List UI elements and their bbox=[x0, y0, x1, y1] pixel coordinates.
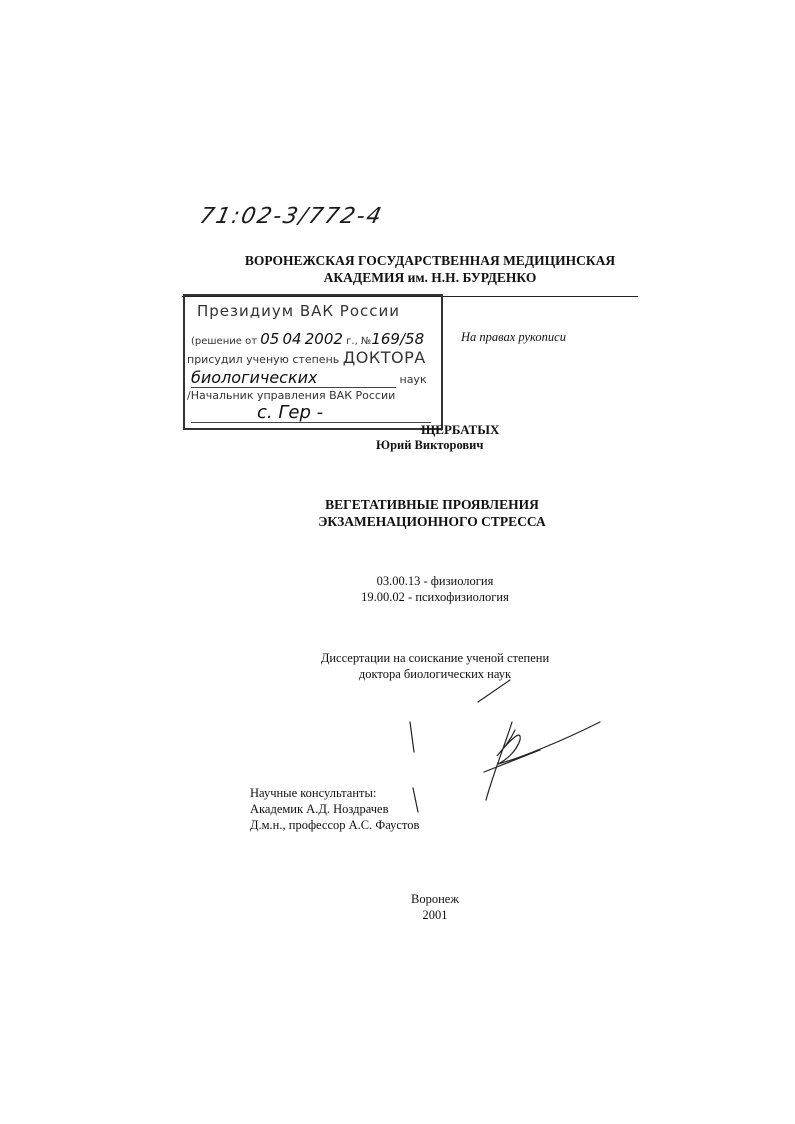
specialty-2: 19.00.02 - психофизиология bbox=[361, 590, 509, 604]
scan-tick-2 bbox=[413, 788, 418, 812]
stamp-decision-prefix: (решение от bbox=[191, 336, 258, 347]
author-signature-mark bbox=[478, 680, 600, 800]
author-given-names: Юрий Викторович bbox=[376, 438, 484, 452]
catalog-number: 71:02-3/772-4 bbox=[197, 204, 386, 229]
consultant-2: Д.м.н., профессор А.С. Фаустов bbox=[250, 818, 420, 832]
stamp-field-value: биологических bbox=[191, 368, 396, 388]
degree-line-1: Диссертации на соискание ученой степени bbox=[320, 651, 550, 665]
title-line-1: ВЕГЕТАТИВНЫЕ ПРОЯВЛЕНИЯ bbox=[325, 497, 539, 512]
year: 2001 bbox=[422, 908, 448, 922]
author-surname: ЩЕРБАТЫХ bbox=[421, 422, 500, 437]
institution-line-1: ВОРОНЕЖСКАЯ ГОСУДАРСТВЕННАЯ МЕДИЦИНСКАЯ bbox=[244, 253, 616, 268]
stamp-title: Президиум ВАК России bbox=[197, 302, 401, 320]
stamp-decision-day: 05 bbox=[260, 330, 280, 348]
stamp-decision-year: 2002 bbox=[304, 330, 343, 348]
stamp-field-suffix: наук bbox=[399, 373, 427, 386]
stamp-degree-text: присудил ученую степень bbox=[187, 353, 340, 366]
city: Воронеж bbox=[411, 892, 459, 906]
stamp-head-title-text: Начальник управления ВАК России bbox=[190, 389, 396, 402]
title-line-2: ЭКЗАМЕНАЦИОННОГО СТРЕССА bbox=[318, 514, 546, 529]
scan-tick-1 bbox=[410, 722, 414, 752]
consultant-1: Академик А.Д. Ноздрачев bbox=[250, 802, 389, 816]
institution-line-2: АКАДЕМИЯ им. Н.Н. БУРДЕНКО bbox=[323, 270, 537, 285]
stamp-decision-month: 04 bbox=[282, 330, 302, 348]
degree-line-2: доктора биологических наук bbox=[358, 667, 512, 681]
stamp-head-title: /Начальник управления ВАК России bbox=[187, 389, 396, 402]
manuscript-note: На правах рукописи bbox=[461, 330, 566, 344]
stamp-decision-number: 169/58 bbox=[371, 330, 425, 348]
specialty-1: 03.00.13 - физиология bbox=[376, 574, 494, 588]
stamp-degree-name: ДОКТОРА bbox=[342, 348, 426, 367]
consultants-label: Научные консультанты: bbox=[250, 786, 377, 800]
stamp-signature: с. Гер - bbox=[257, 402, 324, 423]
stamp-decision-year-suffix: г., № bbox=[346, 336, 372, 347]
